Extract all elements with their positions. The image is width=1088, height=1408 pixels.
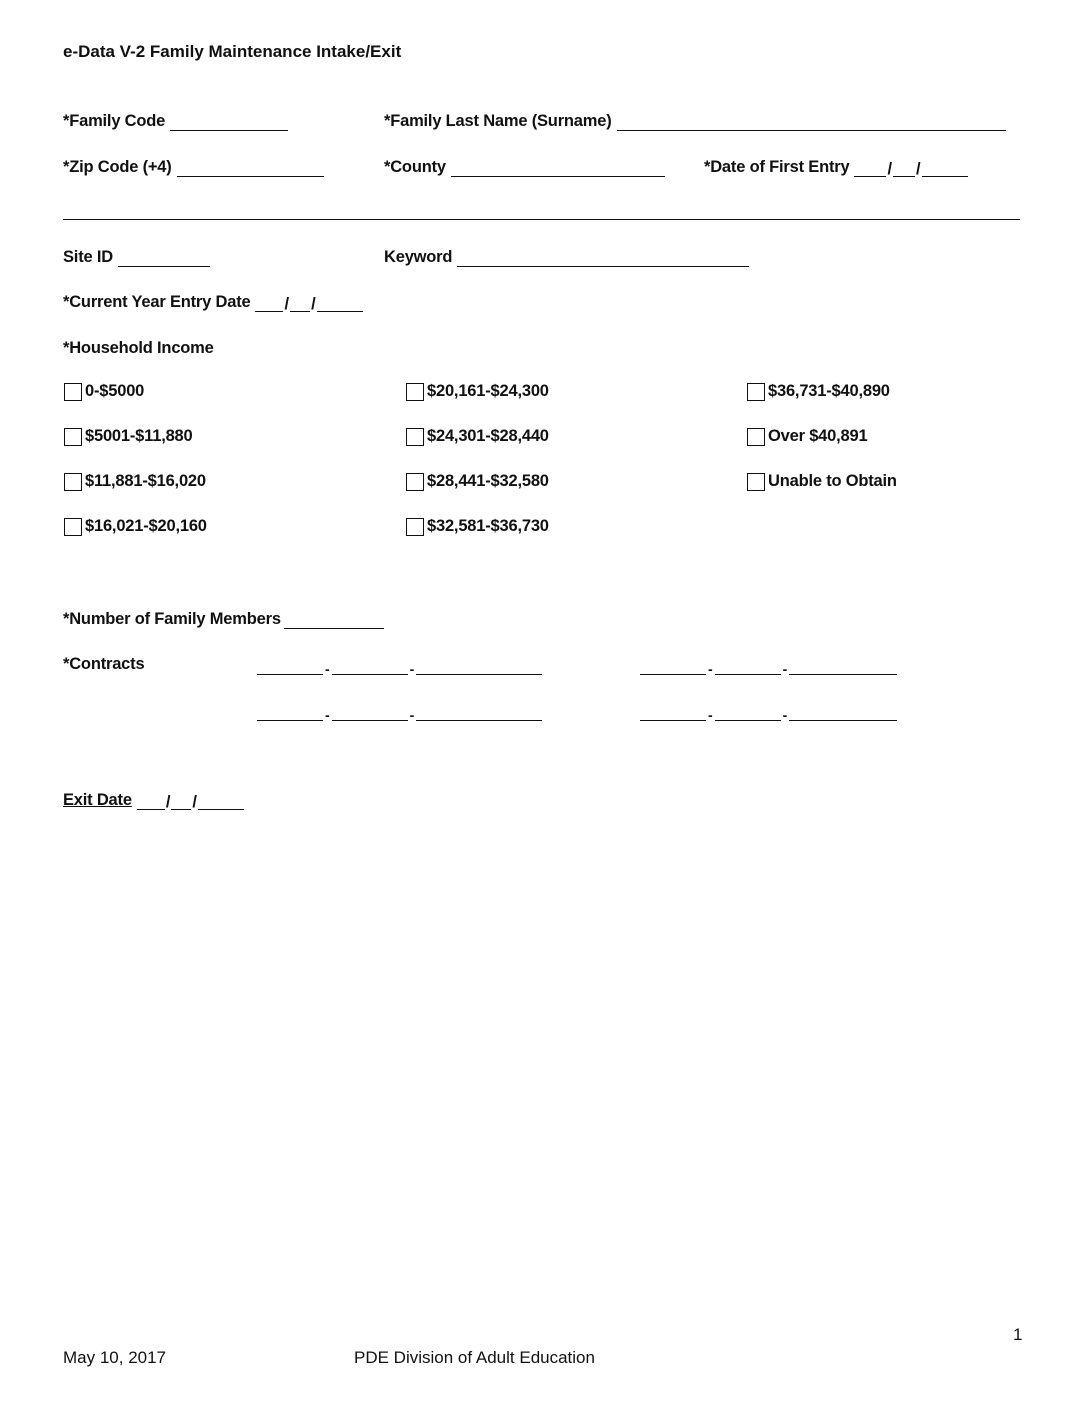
checkbox[interactable] <box>747 383 765 401</box>
contract-input[interactable] <box>640 660 897 675</box>
income-option[interactable] <box>406 517 549 536</box>
date-first-entry-input[interactable] <box>854 161 967 177</box>
site-id-label: Site ID <box>63 248 113 266</box>
contracts-label: *Contracts <box>63 655 145 673</box>
contract-input[interactable] <box>257 660 542 675</box>
checkbox[interactable] <box>406 518 424 536</box>
current-year-entry-date-label: *Current Year Entry Date <box>63 293 251 311</box>
county-field <box>384 158 665 177</box>
contract-segment-line[interactable] <box>416 706 542 721</box>
checkbox[interactable] <box>64 473 82 491</box>
income-option-label: Over $40,891 <box>768 427 868 445</box>
number-family-members-label: *Number of Family Members <box>63 610 281 628</box>
site-id-field <box>63 248 210 267</box>
income-option[interactable] <box>406 472 549 491</box>
site-id-input-line[interactable] <box>118 252 210 267</box>
month-line[interactable] <box>137 795 165 810</box>
checkbox[interactable] <box>406 473 424 491</box>
contract-segment-line[interactable] <box>257 660 323 675</box>
checkbox[interactable] <box>64 518 82 536</box>
exit-date-input[interactable] <box>137 794 244 810</box>
date-separator: / <box>311 295 316 313</box>
contract-segment-line[interactable] <box>416 660 542 675</box>
income-option-label: $11,881-$16,020 <box>85 472 206 490</box>
income-option[interactable] <box>64 427 193 446</box>
income-option[interactable] <box>747 427 867 446</box>
contract-separator: - <box>409 707 415 723</box>
date-separator: / <box>192 793 197 811</box>
contract-segment-line[interactable] <box>640 660 706 675</box>
year-line[interactable] <box>922 162 968 177</box>
contract-input[interactable] <box>257 706 542 721</box>
income-option-label: $20,161-$24,300 <box>427 382 549 400</box>
income-option-label: $24,301-$28,440 <box>427 427 549 445</box>
keyword-label: Keyword <box>384 248 453 266</box>
family-code-input-line[interactable] <box>170 116 288 131</box>
checkbox[interactable] <box>406 428 424 446</box>
page-number: 1 <box>1013 1325 1023 1344</box>
zip-code-label: *Zip Code (+4) <box>63 158 172 176</box>
date-separator: / <box>165 793 171 811</box>
income-option[interactable] <box>64 472 206 491</box>
income-option-label: Unable to Obtain <box>768 472 897 490</box>
income-option-label: $16,021-$20,160 <box>85 517 207 535</box>
contract-segment-line[interactable] <box>640 706 706 721</box>
day-line[interactable] <box>893 162 915 177</box>
income-option[interactable] <box>406 382 549 401</box>
section-divider <box>63 219 1020 220</box>
contract-separator: - <box>782 661 788 677</box>
contract-separator: - <box>325 661 330 677</box>
contract-segment-line[interactable] <box>715 660 781 675</box>
day-line[interactable] <box>171 795 191 810</box>
checkbox[interactable] <box>64 383 82 401</box>
month-line[interactable] <box>854 162 886 177</box>
checkbox[interactable] <box>747 473 765 491</box>
number-family-members-input-line[interactable] <box>284 614 384 629</box>
income-option-label: 0-$5000 <box>85 382 145 400</box>
contract-separator: - <box>325 707 330 723</box>
zip-code-field <box>63 158 324 177</box>
current-year-entry-date-input[interactable] <box>255 296 362 312</box>
county-label: *County <box>384 158 446 176</box>
month-line[interactable] <box>255 297 283 312</box>
income-option[interactable] <box>747 382 890 401</box>
exit-date-field <box>63 791 244 810</box>
family-last-name-input-line[interactable] <box>617 116 1006 131</box>
year-line[interactable] <box>198 795 244 810</box>
number-family-members-field <box>63 610 384 629</box>
contract-segment-line[interactable] <box>789 660 897 675</box>
keyword-field <box>384 248 749 267</box>
income-option[interactable] <box>406 427 549 446</box>
family-last-name-label: *Family Last Name (Surname) <box>384 112 612 130</box>
family-code-label: *Family Code <box>63 112 166 130</box>
contract-segment-line[interactable] <box>332 660 408 675</box>
contract-separator: - <box>409 661 415 677</box>
day-line[interactable] <box>290 297 310 312</box>
income-option-label: $32,581-$36,730 <box>427 517 549 535</box>
current-year-entry-date-field <box>63 293 363 312</box>
year-line[interactable] <box>317 297 363 312</box>
contract-separator: - <box>708 707 713 723</box>
contract-segment-line[interactable] <box>257 706 323 721</box>
footer-org: PDE Division of Adult Education <box>354 1348 595 1367</box>
income-option[interactable] <box>64 382 144 401</box>
family-last-name-field <box>384 112 1006 131</box>
form-title: e-Data V-2 Family Maintenance Intake/Exit <box>63 42 402 61</box>
zip-code-input-line[interactable] <box>177 162 324 177</box>
contract-separator: - <box>782 707 788 723</box>
keyword-input-line[interactable] <box>457 252 749 267</box>
contract-segment-line[interactable] <box>789 706 897 721</box>
contract-segment-line[interactable] <box>332 706 408 721</box>
income-option-label: $36,731-$40,890 <box>768 382 890 400</box>
contract-separator: - <box>708 661 713 677</box>
county-input-line[interactable] <box>451 162 665 177</box>
exit-date-label: Exit Date <box>63 791 132 809</box>
household-income-label: *Household Income <box>63 339 214 357</box>
footer-date: May 10, 2017 <box>63 1348 167 1367</box>
income-option[interactable] <box>64 517 207 536</box>
date-separator: / <box>284 295 290 313</box>
checkbox[interactable] <box>406 383 424 401</box>
contract-input[interactable] <box>640 706 897 721</box>
date-separator: / <box>887 160 893 178</box>
date-separator: / <box>916 160 921 178</box>
family-code-field <box>63 112 288 131</box>
checkbox[interactable] <box>747 428 765 446</box>
date-first-entry-label: *Date of First Entry <box>704 158 850 176</box>
income-option-label: $28,441-$32,580 <box>427 472 549 490</box>
date-first-entry-field <box>704 158 968 177</box>
income-option[interactable] <box>747 472 897 491</box>
checkbox[interactable] <box>64 428 82 446</box>
contract-segment-line[interactable] <box>715 706 781 721</box>
income-option-label: $5001-$11,880 <box>85 427 193 445</box>
